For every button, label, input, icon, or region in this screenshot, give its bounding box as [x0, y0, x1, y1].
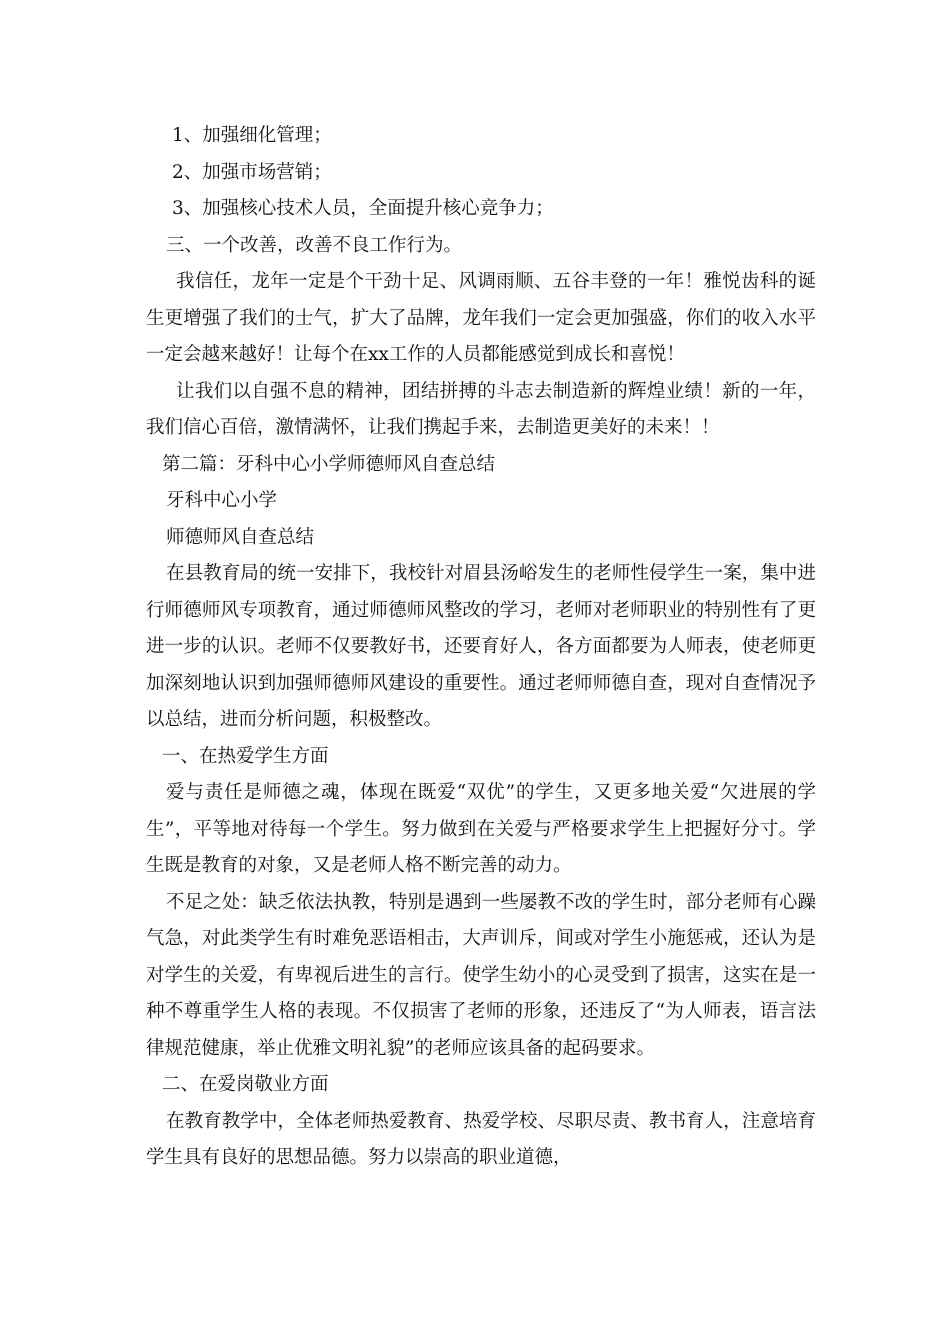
document-body	[146, 118, 816, 1177]
paragraph-intro: 在县教育局的统一安排下，我校针对眉县汤峪发生的老师性侵学生一案，集中进行师德师风专项教育，通过师德师风整改的学习，老师对老师职业的特别性有了更进一步的认识。老师不仅要教好书，还要育好人，各方面都要为人师表，使老师更加深刻地认识到加强师德师风建设的重要性。通过老师师德自查，现对自查情况予以总结，进而分析问题，积极整改。	[146, 563, 816, 730]
school-name: 牙科中心小学	[166, 490, 278, 511]
report-title: 师德师风自查总结	[166, 526, 315, 548]
paragraph-shortcomings: 不足之处：缺乏依法执教，特别是遇到一些屡教不改的学生时，部分老师有心躁气急，对此类学生有时难免恶语相击，大声训斥，间或对学生小施惩戒，还认为是对学生的关爱，有卑视后进生的言行。使学生幼小的心灵受到了损害，这实在是一种不尊重学生人格的表现。不仅损害了老师的形象，还违反了“为人师表，语言法律规范健康，举止优雅文明礼貌”的老师应该具备的起码要求。	[146, 891, 816, 1059]
list-item-2: 2、加强市场营销；	[172, 161, 332, 183]
section-heading-love-students: 一、在热爱学生方面	[162, 745, 329, 767]
section-heading-improvement: 三、一个改善，改善不良工作行为。	[166, 234, 463, 256]
list-item-1: 1、加强细化管理；	[172, 125, 332, 146]
paragraph-future: 让我们以自强不息的精神，团结拼搏的斗志去制造新的辉煌业绩！新的一年，我们信心百倍，激情满怀，让我们携起手来，去制造更美好的未来！！	[146, 380, 816, 438]
list-item-3: 3、加强核心技术人员，全面提升核心竞争力；	[172, 198, 554, 219]
paragraph-love-responsibility: 爱与责任是师德之魂，体现在既爱“双优”的学生，又更多地关爱“欠进展的学生”，平等地对待每一个学生。努力做到在关爱与严格要求学生上把握好分寸。学生既是教育的对象，又是老师人格不断完善的动力。	[146, 782, 816, 876]
paragraph-belief: 我信任，龙年一定是个干劲十足、风调雨顺、五谷丰登的一年！雅悦齿科的诞生更增强了我们的士气，扩大了品牌，龙年我们一定会更加强盛，你们的收入水平一定会越来越好！让每个在xx工作的人员都能感觉到成长和喜悦！	[146, 271, 816, 365]
section-heading-dedication: 二、在爱岗敬业方面	[162, 1074, 329, 1095]
chapter-title: 第二篇：牙科中心小学师德师风自查总结	[162, 453, 496, 475]
paragraph-teaching: 在教育教学中，全体老师热爱教育、热爱学校、尽职尽责、教书育人，注意培育学生具有良好的思想品德。努力以崇高的职业道德，	[146, 1110, 816, 1168]
